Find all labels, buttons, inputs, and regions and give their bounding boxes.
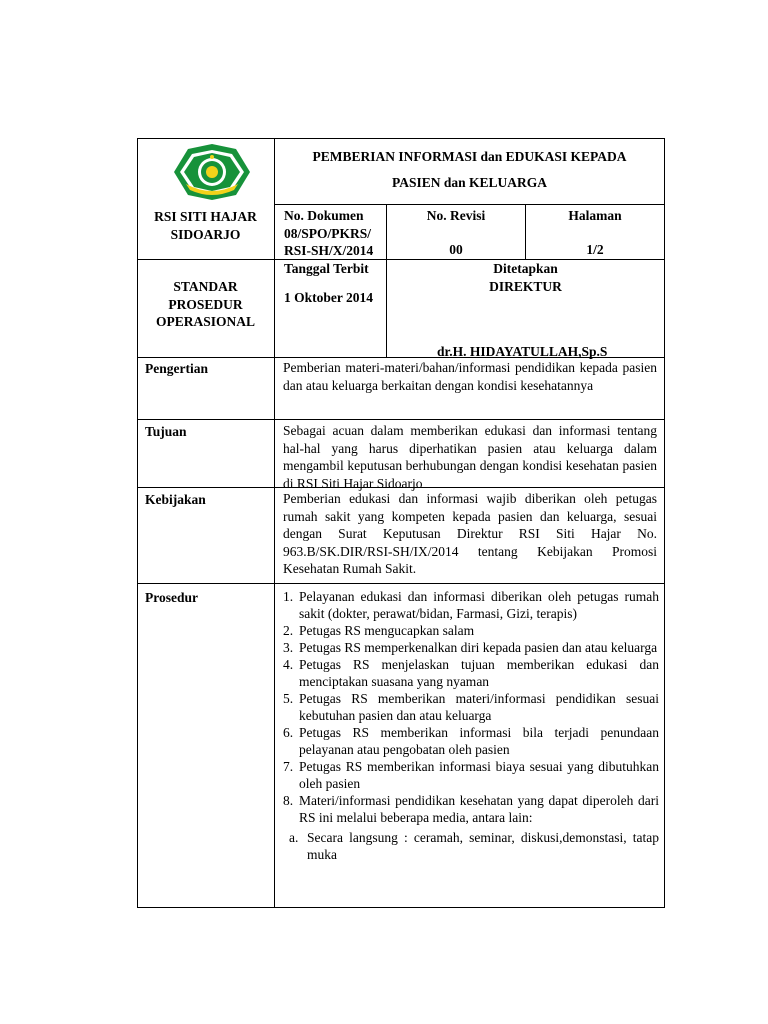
title-bottom-line [274,204,665,205]
border-left [137,138,138,908]
procedure-substep: a. Secara langsung : ceramah, seminar, diskusi,demonstasi, tatap muka [289,830,659,862]
prosedur-list [275,588,659,863]
page-value: 1/2 [586,242,604,257]
doc-number-cell [284,207,384,260]
page-label: Halaman [568,208,622,223]
procedure-step: 4. Petugas RS menjelaskan tujuan memberikan edukasi dan menciptakan suasana yang nyaman [283,657,659,689]
title-line-1: PEMBERIAN INFORMASI dan EDUKASI KEPADA [312,149,627,164]
procedure-step: 5. Petugas RS memberikan materi/informasi pendidikan sesuai kebutuhan pasien dan atau keluarga [283,691,659,723]
procedure-step: 2. Petugas RS mengucapkan salam [283,623,475,638]
doc-number-label: No. Dokumen [284,208,364,223]
doc-number-value: 08/SPO/PKRS/ RSI-SH/X/2014 [284,225,374,258]
border-top [137,138,665,139]
procedure-step: 6. Petugas RS memberikan informasi bila terjadi penundaan pelayanan atau pengobatan oleh pasien [283,725,659,757]
procedure-step: 8. Materi/informasi pendidikan kesehatan yang dapat diperoleh dari RS ini melalui beberapa media, antara lain: [283,793,659,825]
kebijakan-bottom-line [137,583,665,584]
revision-label: No. Revisi [426,208,486,223]
revision-value: 00 [449,242,463,257]
approved-by-label: Ditetapkan DIREKTUR [489,261,562,294]
hospital-logo-emblem [172,142,252,202]
issue-date-value: 1 Oktober 2014 [284,290,374,305]
prosedur-label: Prosedur [145,590,198,605]
document-title [275,144,664,196]
sop-document [137,138,665,908]
director-name: dr.H. HIDAYATULLAH,Sp.S [437,344,608,359]
procedure-step: 3. Petugas RS memperkenalkan diri kepada pasien dan atau keluarga [283,640,658,655]
border-right [664,138,665,908]
kebijakan-label: Kebijakan [145,492,206,507]
sop-label: STANDAR PROSEDUR OPERASIONAL [155,279,255,329]
pengertian-bottom-line [137,419,665,420]
issue-date-label: Tanggal Terbit [284,261,369,276]
pengertian-label: Pengertian [145,361,208,376]
procedure-step: 1. Pelayanan edukasi dan informasi diberikan oleh petugas rumah sakit (dokter, perawat/bidan, Farmasi, Gizi, terapis) [283,589,659,621]
hospital-name: RSI SITI HAJAR SIDOARJO [154,209,257,242]
tujuan-label: Tujuan [145,424,187,439]
tujuan-text: Sebagai acuan dalam memberikan edukasi dan informasi tentang hal-hal yang harus diperhatikan pasien atau keluarga dalam mengambil keputusan berhubungan dengan kondisi kesehatan pasien di RSI Siti Hajar Sidoarjo [283,423,657,491]
title-line-2: PASIEN dan KELUARGA [391,175,548,190]
kebijakan-text: Pemberian edukasi dan informasi wajib diberikan oleh petugas rumah sakit yang kompeten kepada pasien dan keluarga, sesuai dengan Surat Keputusan Direktur RSI Siti Hajar No. 963.B/SK.DIR/RSI-SH/IX/2014 tentang Kebijakan Promosi Kesehatan Rumah Sakit. [283,491,657,576]
border-bottom [137,907,665,908]
pengertian-text: Pemberian materi-materi/bahan/informasi pendidikan kepada pasien dan atau keluarga berkaitan dengan kondisi kesehatannya [283,360,657,393]
procedure-step: 7. Petugas RS memberikan informasi biaya sesuai yang dibutuhkan oleh pasien [283,759,659,791]
